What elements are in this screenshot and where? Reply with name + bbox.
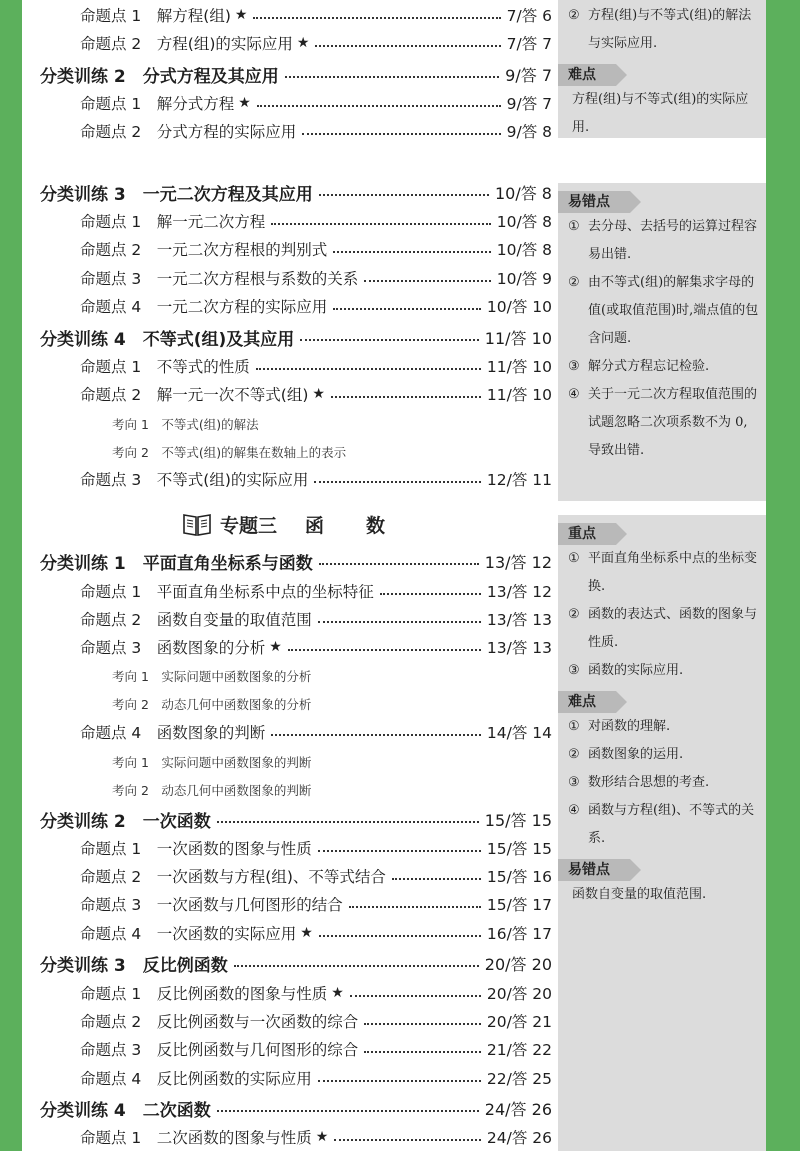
page-reference: 24/答 26: [484, 1099, 552, 1119]
dot-leader: [364, 1047, 481, 1053]
toc-section-entry: [40, 179, 552, 205]
entry-label: 命题点 2 分式方程的实际应用: [80, 123, 297, 141]
entry-label: 命题点 1 反比例函数的图象与性质: [80, 985, 328, 1003]
note-text: 关于一元二次方程取值范围的试题忽略二次项系数不为 0,导致出错.: [588, 387, 758, 458]
page-reference: 9/答 7: [505, 65, 552, 85]
star-icon: ★: [234, 7, 248, 23]
star-icon: ★: [269, 639, 282, 655]
page-reference: 15/答 17: [486, 896, 552, 914]
dot-leader: [288, 645, 481, 651]
star-icon: ★: [331, 985, 344, 1001]
note-text: 函数的实际应用.: [588, 663, 684, 678]
page-reference: 12/答 11: [486, 471, 552, 489]
panel-block: [558, 685, 766, 853]
entry-label: 命题点 3 反比例函数与几何图形的综合: [80, 1041, 359, 1059]
dot-leader: [271, 730, 481, 736]
page-reference: 10/答 9: [496, 270, 552, 288]
note-number: ①: [568, 551, 580, 566]
dot-leader: [392, 874, 481, 880]
toc-section-entry: [40, 950, 552, 976]
note-text: 方程(组)与不等式(组)的解法与实际应用.: [588, 8, 752, 51]
entry-label: 命题点 2 函数自变量的取值范围: [80, 611, 312, 629]
page-reference: 13/答 13: [486, 639, 552, 657]
panel-block: [558, 0, 766, 58]
note-text: 函数自变量的取值范围.: [572, 887, 707, 902]
toc-point-entry: [80, 863, 552, 889]
toc-point-entry: [80, 90, 552, 116]
note-text: 数形结合思想的考查.: [588, 775, 710, 790]
panel-block: [558, 853, 766, 909]
toc-subpoint-entry: [112, 691, 412, 717]
page-reference: 13/答 12: [484, 552, 552, 572]
entry-label: 命题点 2 解一元一次不等式(组): [80, 386, 309, 404]
toc-point-entry: [80, 891, 552, 917]
page-reference: 10/答 10: [486, 298, 552, 316]
panel-tag: 易错点: [558, 859, 630, 881]
page-reference: 20/答 20: [484, 954, 552, 974]
entry-label: 命题点 2 反比例函数与一次函数的综合: [80, 1013, 359, 1031]
entry-label: 命题点 3 不等式(组)的实际应用: [80, 471, 309, 489]
star-icon: ★: [238, 95, 251, 111]
entry-label: 考向 1 不等式(组)的解法: [112, 417, 259, 432]
note-text: 去分母、去括号的运算过程容易出错.: [588, 219, 758, 262]
page-reference: 13/答 13: [486, 611, 552, 629]
toc-point-entry: [80, 265, 552, 291]
page-reference: 24/答 26: [486, 1129, 552, 1147]
entry-label: 命题点 4 反比例函数的实际应用: [80, 1070, 312, 1088]
page-reference: 11/答 10: [486, 358, 552, 376]
note-text: 解分式方程忘记检验.: [588, 359, 710, 374]
panel-note: [558, 353, 766, 381]
toc-page: [22, 0, 766, 1151]
panel-block: [558, 515, 766, 685]
page-reference: 9/答 7: [506, 95, 552, 113]
toc-point-entry: [80, 466, 552, 492]
toc-point-entry: [80, 208, 552, 234]
topic-number: 专题三: [220, 514, 278, 537]
toc-point-entry: [80, 606, 552, 632]
entry-label: 考向 2 动态几何中函数图象的判断: [112, 783, 312, 798]
entry-label: 命题点 1 二次函数的图象与性质: [80, 1129, 312, 1147]
entry-label: 命题点 3 一次函数与几何图形的结合: [80, 896, 343, 914]
entry-label: 考向 2 动态几何中函数图象的分析: [112, 697, 312, 712]
topic-heading: [182, 508, 385, 540]
star-icon: ★: [296, 35, 310, 51]
star-icon: ★: [300, 925, 313, 941]
note-text: 平面直角坐标系中点的坐标变换.: [588, 551, 758, 594]
toc-point-entry: [80, 236, 552, 262]
toc-subpoint-entry: [112, 777, 412, 803]
panel-note: [558, 657, 766, 685]
toc-point-entry: [80, 634, 552, 660]
note-text: 对函数的理解.: [588, 719, 671, 734]
entry-label: 命题点 1 不等式的性质: [80, 358, 250, 376]
dot-leader: [257, 101, 501, 107]
dot-leader: [234, 961, 479, 967]
toc-subpoint-entry: [112, 749, 412, 775]
note-number: ③: [568, 359, 580, 374]
page-reference: 22/答 25: [486, 1070, 552, 1088]
entry-label: 命题点 1 平面直角坐标系中点的坐标特征: [80, 583, 374, 601]
entry-label: 命题点 2 方程(组)的实际应用: [80, 35, 293, 53]
entry-label: 分类训练 4 不等式(组)及其应用: [40, 329, 295, 350]
dot-leader: [380, 589, 481, 595]
note-number: ③: [568, 663, 580, 678]
dot-leader: [319, 190, 489, 196]
toc-section-entry: [40, 324, 552, 350]
panel-note: [558, 741, 766, 769]
panel-note: [558, 797, 766, 853]
toc-point-entry: [80, 835, 552, 861]
open-book-icon: [182, 511, 212, 537]
toc-point-entry: [80, 980, 552, 1006]
page-reference: 20/答 20: [486, 985, 552, 1003]
page-reference: 10/答 8: [496, 213, 552, 231]
note-number: ③: [568, 775, 580, 790]
entry-label: 考向 2 不等式(组)的解集在数轴上的表示: [112, 445, 347, 460]
dot-leader: [315, 41, 500, 47]
table-of-contents: [22, 0, 562, 1151]
entry-label: 命题点 4 一次函数的实际应用: [80, 925, 297, 943]
toc-point-entry: [80, 293, 552, 319]
entry-label: 分类训练 2 一次函数: [40, 811, 211, 832]
entry-label: 命题点 1 解方程(组): [80, 7, 231, 25]
dot-leader: [217, 1106, 479, 1112]
note-text: 函数与方程(组)、不等式的关系.: [588, 803, 755, 846]
entry-label: 命题点 3 一元二次方程根与系数的关系: [80, 270, 359, 288]
note-number: ④: [568, 387, 580, 402]
toc-section-entry: [40, 806, 552, 832]
dot-leader: [271, 219, 490, 225]
note-text: 由不等式(组)的解集求字母的值(或取值范围)时,端点值的包含问题.: [588, 275, 759, 346]
toc-point-entry: [80, 381, 552, 407]
star-icon: ★: [315, 1129, 329, 1145]
page-reference: 10/答 8: [496, 241, 552, 259]
toc-point-entry: [80, 1008, 552, 1034]
panel-note: [558, 381, 766, 465]
entry-label: 命题点 4 一元二次方程的实际应用: [80, 298, 328, 316]
toc-subpoint-entry: [112, 411, 412, 437]
page-reference: 15/答 15: [484, 810, 552, 830]
dot-leader: [302, 129, 500, 135]
toc-section-entry: [40, 1095, 552, 1121]
entry-label: 考向 1 实际问题中函数图象的判断: [112, 755, 312, 770]
note-text: 函数的表达式、函数的图象与性质.: [588, 607, 758, 650]
note-number: ②: [568, 747, 580, 762]
page-reference: 21/答 22: [486, 1041, 552, 1059]
dot-leader: [285, 72, 499, 78]
dot-leader: [319, 559, 479, 565]
panel-note: [558, 601, 766, 657]
page-reference: 11/答 10: [484, 328, 552, 348]
page-reference: 7/答 7: [506, 35, 552, 53]
page-reference: 11/答 10: [486, 386, 552, 404]
toc-point-entry: [80, 1036, 552, 1062]
dot-leader: [256, 364, 481, 370]
dot-leader: [333, 304, 481, 310]
dot-leader: [350, 991, 481, 997]
dot-leader: [319, 931, 481, 937]
dot-leader: [364, 276, 490, 282]
page-reference: 15/答 16: [486, 868, 552, 886]
toc-point-entry: [80, 2, 552, 28]
note-text: 函数图象的运用.: [588, 747, 684, 762]
toc-point-entry: [80, 1124, 552, 1150]
page-reference: 7/答 6: [506, 7, 552, 25]
panel-tag: 难点: [558, 691, 616, 713]
panel-tag: 难点: [558, 64, 616, 86]
panel-note: [558, 713, 766, 741]
dot-leader: [318, 617, 481, 623]
toc-point-entry: [80, 920, 552, 946]
toc-subpoint-entry: [112, 439, 412, 465]
panel-note: [558, 881, 766, 909]
toc-subpoint-entry: [112, 663, 412, 689]
toc-point-entry: [80, 1065, 552, 1091]
dot-leader: [333, 247, 490, 253]
dot-leader: [331, 392, 481, 398]
dot-leader: [334, 1135, 481, 1141]
entry-label: 分类训练 4 二次函数: [40, 1100, 211, 1121]
topic-title-char-2: 数: [366, 514, 386, 537]
toc-point-entry: [80, 719, 552, 745]
entry-label: 考向 1 实际问题中函数图象的分析: [112, 669, 312, 684]
note-number: ①: [568, 219, 580, 234]
page-reference: 16/答 17: [486, 925, 552, 943]
panel-tag: 易错点: [558, 191, 630, 213]
entry-label: 命题点 3 函数图象的分析: [80, 639, 266, 657]
note-number: ②: [568, 607, 580, 622]
panel-note: [558, 86, 766, 142]
toc-point-entry: [80, 30, 552, 56]
panel-note: [558, 545, 766, 601]
entry-label: 分类训练 3 反比例函数: [40, 955, 228, 976]
note-number: ④: [568, 803, 580, 818]
entry-label: 命题点 1 一次函数的图象与性质: [80, 840, 312, 858]
dot-leader: [364, 1019, 481, 1025]
key-points-panel-equations: [558, 0, 766, 138]
panel-block: [558, 58, 766, 142]
note-text: 方程(组)与不等式(组)的实际应用.: [572, 92, 749, 135]
page-reference: 20/答 21: [486, 1013, 552, 1031]
dot-leader: [314, 477, 481, 483]
toc-point-entry: [80, 118, 552, 144]
dot-leader: [318, 846, 481, 852]
topic-title-char-1: 函: [305, 514, 327, 537]
star-icon: ★: [312, 386, 325, 402]
note-number: ②: [568, 8, 580, 23]
page-reference: 14/答 14: [486, 724, 552, 742]
dot-leader: [253, 13, 500, 19]
entry-label: 命题点 4 函数图象的判断: [80, 724, 266, 742]
panel-note: [558, 269, 766, 353]
entry-label: 命题点 2 一次函数与方程(组)、不等式结合: [80, 868, 386, 886]
entry-label: 命题点 2 一元二次方程根的判别式: [80, 241, 328, 259]
entry-label: 分类训练 1 平面直角坐标系与函数: [40, 553, 313, 574]
dot-leader: [349, 902, 481, 908]
panel-block: [558, 183, 766, 465]
dot-leader: [318, 1076, 481, 1082]
dot-leader: [217, 817, 479, 823]
page-reference: 9/答 8: [506, 123, 552, 141]
toc-point-entry: [80, 578, 552, 604]
page-reference: 15/答 15: [486, 840, 552, 858]
page-reference: 13/答 12: [486, 583, 552, 601]
key-points-panel-functions: [558, 515, 766, 1151]
page-reference: 10/答 8: [494, 183, 552, 203]
entry-label: 分类训练 2 分式方程及其应用: [40, 66, 279, 87]
key-points-panel-inequalities: [558, 183, 766, 501]
panel-note: [558, 2, 766, 58]
panel-tag: 重点: [558, 523, 616, 545]
note-number: ①: [568, 719, 580, 734]
toc-section-entry: [40, 61, 552, 87]
entry-label: 分类训练 3 一元二次方程及其应用: [40, 184, 313, 205]
dot-leader: [300, 335, 479, 341]
panel-note: [558, 769, 766, 797]
toc-section-entry: [40, 548, 552, 574]
entry-label: 命题点 1 解一元二次方程: [80, 213, 266, 231]
toc-point-entry: [80, 353, 552, 379]
panel-note: [558, 213, 766, 269]
note-number: ②: [568, 275, 580, 290]
entry-label: 命题点 1 解分式方程: [80, 95, 235, 113]
